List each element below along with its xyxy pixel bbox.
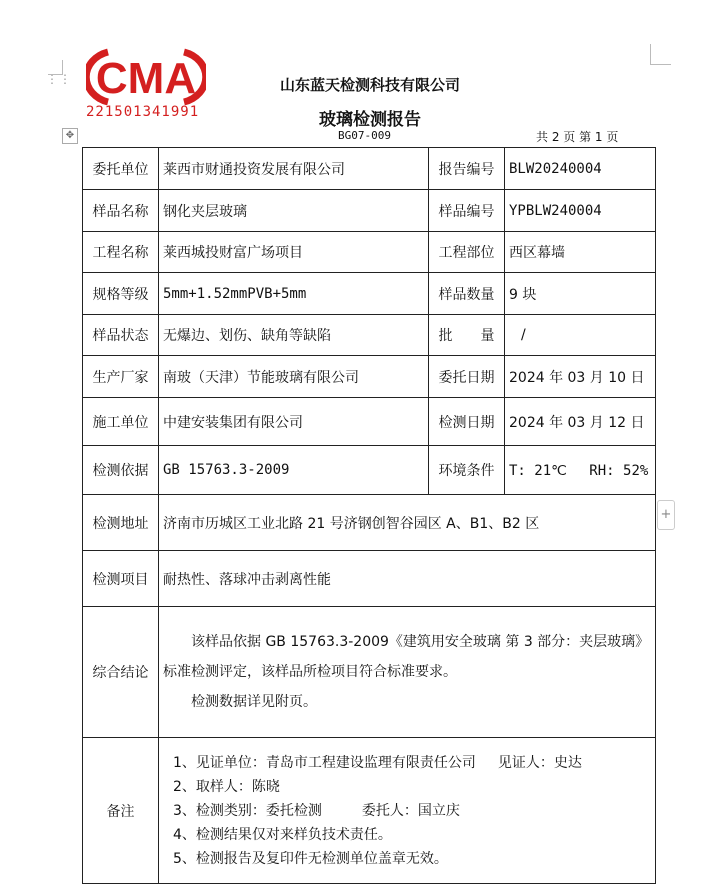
remark-item: 5、检测报告及复印件无检测单位盖章无效。 (173, 850, 448, 867)
state-label: 样品状态 (83, 315, 159, 356)
report-title: 玻璃检测报告 (319, 110, 421, 130)
env-value: T: 21℃ RH: 52% (505, 446, 656, 495)
table-row (83, 190, 656, 232)
report-table (82, 147, 656, 884)
crop-mark-top-left (48, 60, 63, 75)
table-row (83, 273, 656, 315)
spec-label: 规格等级 (83, 273, 159, 315)
remarks-label: 备注 (83, 738, 159, 884)
table-row (83, 232, 656, 273)
part-value: 西区幕墙 (505, 232, 656, 273)
table-row (83, 398, 656, 446)
table-row (83, 738, 656, 884)
table-row (83, 495, 656, 551)
remarks-cell (159, 738, 656, 884)
basis-label: 检测依据 (83, 446, 159, 495)
test-date-label: 检测日期 (429, 398, 505, 446)
project-label: 工程名称 (83, 232, 159, 273)
sample-no-label: 样品编号 (429, 190, 505, 232)
remark-item: 2、取样人：陈晓 (173, 778, 280, 795)
remark-item (163, 799, 651, 823)
company-name: 山东蓝天检测科技有限公司 (279, 76, 460, 94)
entrust-date-value: 2024 年 03 月 10 日 (505, 356, 656, 398)
part-label: 工程部位 (429, 232, 505, 273)
remark-entruster: 委托人：国立庆 (361, 802, 460, 819)
qty-label: 样品数量 (429, 273, 505, 315)
report-no-label: 报告编号 (429, 148, 505, 190)
sample-name-value: 钢化夹层玻璃 (159, 190, 429, 232)
address-value: 济南市历城区工业北路 21 号济钢创智谷园区 A、B1、B2 区 (159, 495, 656, 551)
table-row (83, 315, 656, 356)
sample-name-label: 样品名称 (83, 190, 159, 232)
cma-logo-icon (86, 44, 206, 108)
conclusion-label: 综合结论 (83, 607, 159, 738)
batch-label: 批 量 (429, 315, 505, 356)
test-date-value: 2024 年 03 月 12 日 (505, 398, 656, 446)
basis-value: GB 15763.3-2009 (159, 446, 429, 495)
items-value: 耐热性、落球冲击剥离性能 (159, 551, 656, 607)
maker-label: 生产厂家 (83, 356, 159, 398)
cma-number: 221501341991 (86, 104, 200, 120)
table-row (83, 148, 656, 190)
maker-value: 南玻（天津）节能玻璃有限公司 (159, 356, 429, 398)
table-row (83, 356, 656, 398)
table-row (83, 607, 656, 738)
conclusion-text: 该样品依据 GB 15763.3-2009《建筑用安全玻璃 第 3 部分：夹层玻璃》标准检测评定，该样品所检项目符合标准要求。 (163, 634, 650, 680)
conclusion-note: 检测数据详见附页。 (191, 694, 317, 710)
remark-item: 4、检测结果仅对来样负技术责任。 (173, 826, 392, 843)
entrust-date-label: 委托日期 (429, 356, 505, 398)
client-label: 委托单位 (83, 148, 159, 190)
conclusion-cell (159, 607, 656, 738)
env-label: 环境条件 (429, 446, 505, 495)
sample-no-value: YPBLW240004 (505, 190, 656, 232)
drag-handle-icon[interactable]: ⋮⋮ (46, 72, 72, 86)
document-number: BG07-009 (338, 129, 391, 142)
builder-label: 施工单位 (83, 398, 159, 446)
page-count: 共 2 页 第 1 页 (536, 130, 619, 144)
builder-value: 中建安装集团有限公司 (159, 398, 429, 446)
address-label: 检测地址 (83, 495, 159, 551)
spec-value: 5mm+1.52mmPVB+5mm (159, 273, 429, 315)
qty-value: 9 块 (505, 273, 656, 315)
remark-item (163, 751, 651, 775)
client-value: 莱西市财通投资发展有限公司 (159, 148, 429, 190)
remark-witness: 见证人：史达 (497, 754, 582, 771)
project-value: 莱西城投财富广场项目 (159, 232, 429, 273)
batch-value: / (505, 315, 656, 356)
table-row (83, 446, 656, 495)
items-label: 检测项目 (83, 551, 159, 607)
crop-mark-top-right (650, 44, 671, 65)
table-row (83, 551, 656, 607)
report-no-value: BLW20240004 (505, 148, 656, 190)
remark-witness-unit: 1、见证单位：青岛市工程建设监理有限责任公司 (173, 754, 476, 771)
remark-test-type: 3、检测类别：委托检测 (173, 802, 322, 819)
add-column-button[interactable]: + (657, 500, 675, 530)
table-move-handle-icon[interactable]: ✥ (62, 128, 78, 144)
state-value: 无爆边、划伤、缺角等缺陷 (159, 315, 429, 356)
cma-letters: CMA (95, 54, 197, 103)
